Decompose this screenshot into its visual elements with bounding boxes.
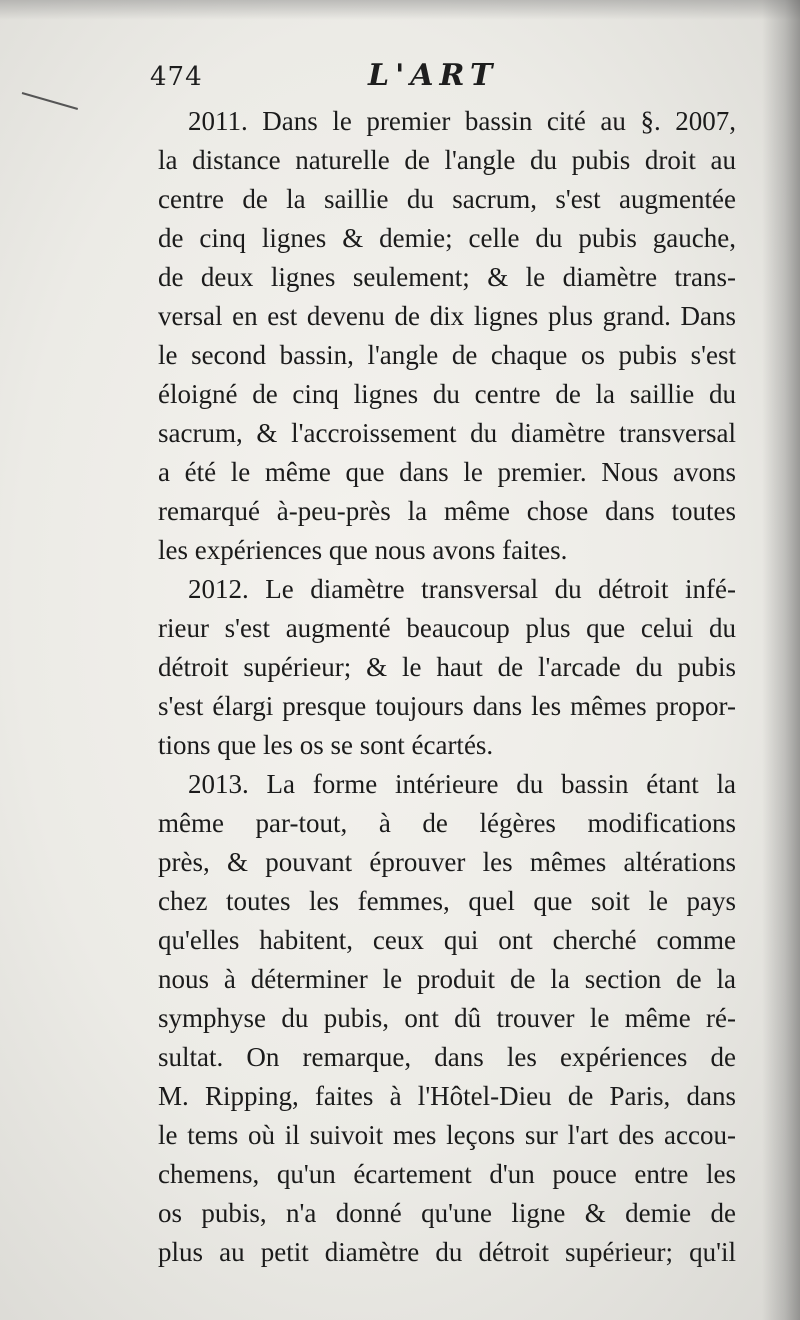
page-number: 474 [150, 62, 203, 92]
text-line: M. Ripping, faites à l'Hôtel-Dieu de Paris, dans [158, 1081, 736, 1111]
text-line: chemens, qu'un écartement d'un pouce entre les [158, 1159, 736, 1189]
text-line: symphyse du pubis, ont dû trouver le même ré- [158, 1003, 736, 1033]
text-line: de deux lignes seulement; & le diamètre trans- [158, 262, 736, 292]
page-top-shadow [0, 0, 800, 20]
text-line: la distance naturelle de l'angle du pubis droit au [158, 145, 736, 175]
pencil-mark [22, 92, 78, 110]
text-line: sultat. On remarque, dans les expériences de [158, 1042, 736, 1072]
text-line: éloigné de cinq lignes du centre de la saillie du [158, 379, 736, 409]
text-line: plus au petit diamètre du détroit supérieur; qu'il [158, 1237, 736, 1267]
text-line: a été le même que dans le premier. Nous avons [158, 457, 736, 487]
text-line: sacrum, & l'accroissement du diamètre transversal [158, 418, 736, 448]
text-line: de cinq lignes & demie; celle du pubis gauche, [158, 223, 736, 253]
text-line: rieur s'est augmenté beaucoup plus que celui du [158, 613, 736, 643]
text-line: os pubis, n'a donné qu'une ligne & demie de [158, 1198, 736, 1228]
text-line: 2013. La forme intérieure du bassin étant la [188, 769, 736, 799]
text-line: détroit supérieur; & le haut de l'arcade du pubis [158, 652, 736, 682]
text-line: nous à déterminer le produit de la section de la [158, 964, 736, 994]
text-line: même par-tout, à de légères modifications [158, 808, 736, 838]
text-line: près, & pouvant éprouver les mêmes altérations [158, 847, 736, 877]
running-head: L'ART [368, 58, 499, 93]
text-line: 2012. Le diamètre transversal du détroit infé- [188, 574, 736, 604]
text-line: tions que les os se sont écartés. [158, 730, 494, 760]
text-line: chez toutes les femmes, quel que soit le pays [158, 886, 736, 916]
text-line: 2011. Dans le premier bassin cité au §. 2007, [188, 106, 736, 136]
text-line: versal en est devenu de dix lignes plus grand. Dans [158, 301, 736, 331]
text-line: le tems où il suivoit mes leçons sur l'art des accou- [158, 1120, 736, 1150]
text-line: s'est élargi presque toujours dans les mêmes propor- [158, 691, 736, 721]
text-line: les expériences que nous avons faites. [158, 535, 568, 565]
text-line: remarqué à-peu-près la même chose dans toutes [158, 496, 736, 526]
text-line: qu'elles habitent, ceux qui ont cherché comme [158, 925, 736, 955]
text-line: le second bassin, l'angle de chaque os pubis s'est [158, 340, 736, 370]
page-gutter-shadow [762, 0, 800, 1320]
page-header [150, 58, 750, 98]
text-line: centre de la saillie du sacrum, s'est augmentée [158, 184, 736, 214]
